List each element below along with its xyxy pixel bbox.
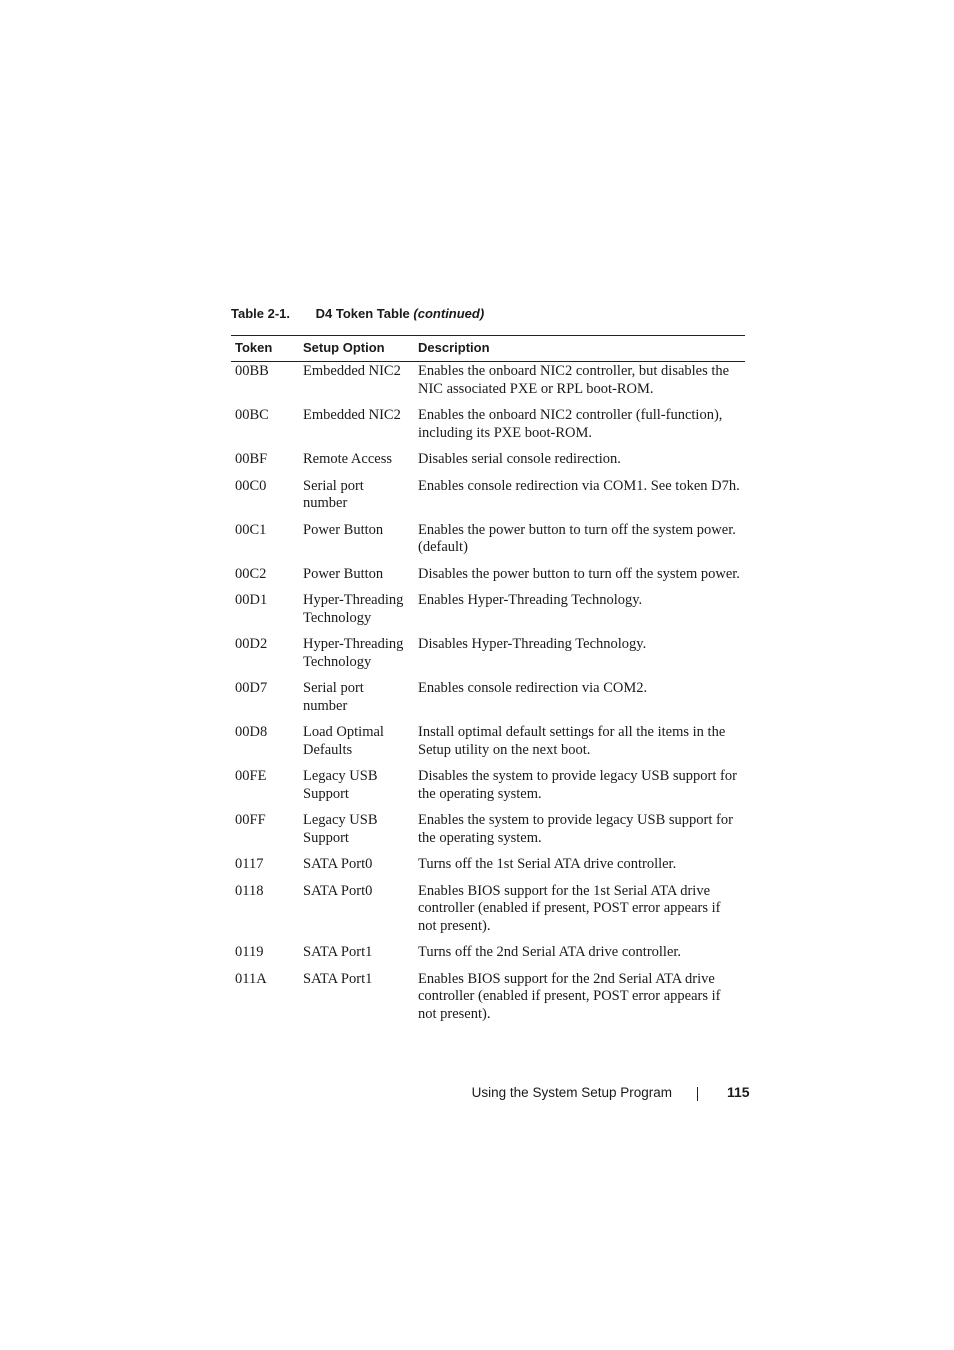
cell-description: Enables console redirection via COM2. — [418, 680, 648, 696]
cell-token: 011A — [235, 970, 267, 987]
table-row — [231, 855, 745, 882]
cell-description: Enables the system to provide legacy USB support for the operating system. — [418, 812, 733, 846]
table-number: Table 2-1. — [231, 306, 291, 321]
cell-token: 00BF — [235, 451, 268, 467]
table-row — [231, 406, 745, 450]
table-header-row — [231, 336, 745, 362]
table-row — [231, 882, 745, 944]
cell-setup-option: Hyper-Threading Technology — [303, 636, 404, 670]
cell-token: 0118 — [235, 882, 264, 899]
cell-token: 00C1 — [235, 521, 267, 538]
table-caption — [231, 306, 484, 321]
cell-token: 00BB — [235, 363, 269, 379]
footer-section-title: Using the System Setup Program — [471, 1085, 672, 1100]
cell-description: Disables the system to provide legacy USB support for the operating system. — [418, 768, 737, 802]
table-row — [231, 970, 745, 1032]
page-footer — [0, 1084, 954, 1104]
cell-description: Enables the onboard NIC2 controller (full-function), including its PXE boot-ROM. — [418, 407, 723, 441]
cell-description: Disables Hyper-Threading Technology. — [418, 636, 647, 652]
table-row — [231, 679, 745, 723]
header-description: Description — [414, 336, 745, 362]
cell-token: 00C2 — [235, 565, 267, 582]
cell-setup-option: SATA Port0 — [303, 856, 373, 872]
table-row — [231, 943, 745, 970]
cell-description: Enables the power button to turn off the system power. (default) — [418, 521, 736, 555]
table-continued-label: (continued) — [413, 306, 485, 321]
cell-token: 00D7 — [235, 680, 268, 696]
cell-setup-option: Legacy USB Support — [303, 812, 378, 846]
table-row — [231, 362, 745, 407]
table-row — [231, 767, 745, 811]
cell-setup-option: SATA Port1 — [303, 970, 373, 987]
cell-description: Turns off the 1st Serial ATA drive controller. — [418, 856, 677, 872]
cell-description: Disables serial console redirection. — [418, 451, 621, 467]
table-row — [231, 477, 745, 521]
cell-setup-option: Embedded NIC2 — [303, 407, 401, 423]
cell-setup-option: Power Button — [303, 521, 384, 538]
table-row — [231, 811, 745, 855]
cell-setup-option: Hyper-Threading Technology — [303, 592, 404, 626]
cell-token: 00BC — [235, 407, 269, 423]
table-title: D4 Token Table — [315, 306, 410, 321]
header-setup-option: Setup Option — [299, 336, 414, 362]
cell-token: 00FE — [235, 768, 267, 784]
cell-description: Enables console redirection via COM1. See token D7h. — [418, 477, 740, 494]
table-row — [231, 723, 745, 767]
cell-token: 00D2 — [235, 636, 268, 652]
cell-setup-option: SATA Port1 — [303, 944, 373, 960]
cell-description: Turns off the 2nd Serial ATA drive controller. — [418, 944, 682, 960]
cell-token: 0119 — [235, 944, 264, 960]
cell-setup-option: Embedded NIC2 — [303, 363, 401, 379]
cell-token: 0117 — [235, 856, 264, 872]
header-token: Token — [231, 336, 299, 362]
page-number: 115 — [727, 1084, 750, 1100]
table-row — [231, 565, 745, 592]
cell-setup-option: Serial port number — [303, 477, 364, 511]
cell-token: 00D8 — [235, 724, 268, 740]
cell-description: Enables BIOS support for the 1st Serial ATA drive controller (enabled if present, POST error appears if not present). — [418, 882, 721, 934]
cell-description: Install optimal default settings for all the items in the Setup utility on the next boot. — [418, 724, 726, 758]
cell-setup-option: Legacy USB Support — [303, 768, 378, 802]
footer-separator — [697, 1087, 698, 1101]
cell-token: 00C0 — [235, 477, 267, 494]
cell-description: Enables Hyper-Threading Technology. — [418, 592, 643, 608]
cell-description: Enables BIOS support for the 2nd Serial ATA drive controller (enabled if present, POST error appears if not present). — [418, 970, 721, 1022]
table-row — [231, 521, 745, 565]
cell-token: 00FF — [235, 812, 266, 828]
table-row — [231, 450, 745, 477]
table-row — [231, 635, 745, 679]
cell-setup-option: SATA Port0 — [303, 882, 373, 899]
d4-token-table — [231, 335, 745, 1031]
cell-token: 00D1 — [235, 592, 268, 608]
table-row — [231, 591, 745, 635]
cell-setup-option: Load Optimal Defaults — [303, 724, 384, 758]
cell-setup-option: Remote Access — [303, 451, 392, 467]
cell-setup-option: Power Button — [303, 565, 384, 582]
cell-description: Enables the onboard NIC2 controller, but disables the NIC associated PXE or RPL boot-ROM. — [418, 363, 730, 397]
cell-setup-option: Serial port number — [303, 680, 364, 714]
cell-description: Disables the power button to turn off the system power. — [418, 565, 740, 582]
